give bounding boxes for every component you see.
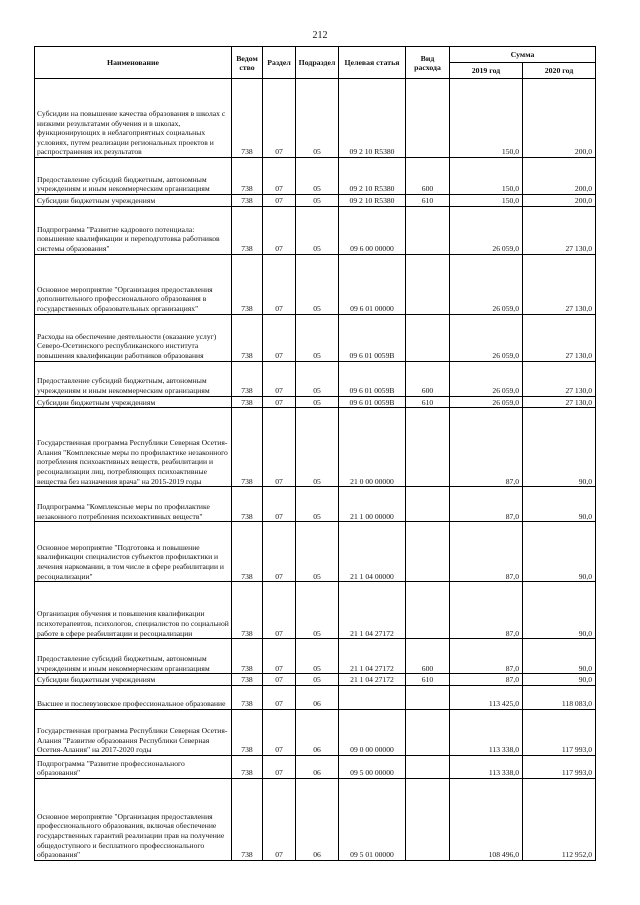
cell-expense: 600 xyxy=(406,639,450,674)
cell-2020: 117 993,0 xyxy=(523,755,596,778)
cell-target: 09 6 01 0059В xyxy=(339,314,406,361)
header-subsection: Подраздел xyxy=(296,47,339,79)
cell-ministry: 738 xyxy=(232,396,263,408)
cell-2019: 87,0 xyxy=(450,582,523,639)
cell-2020: 27 130,0 xyxy=(523,314,596,361)
cell-section: 07 xyxy=(263,396,296,408)
header-expense: Вид расхода xyxy=(406,47,450,79)
cell-expense: 610 xyxy=(406,195,450,207)
table-row xyxy=(35,195,596,207)
cell-ministry: 738 xyxy=(232,674,263,686)
cell-2019: 108 496,0 xyxy=(450,778,523,860)
cell-subsection: 05 xyxy=(296,206,339,254)
cell-subsection: 05 xyxy=(296,396,339,408)
cell-expense xyxy=(406,685,450,709)
cell-subsection: 05 xyxy=(296,487,339,522)
cell-name: Подпрограмма "Комплексные меры по профилактике незаконного потребления психоактивных веществ" xyxy=(35,487,232,522)
header-2019: 2019 год xyxy=(450,63,523,79)
cell-target: 09 6 01 0059В xyxy=(339,361,406,396)
table-row xyxy=(35,778,596,860)
cell-2019: 113 425,0 xyxy=(450,685,523,709)
cell-subsection: 06 xyxy=(296,778,339,860)
table-row xyxy=(35,582,596,639)
cell-2020: 27 130,0 xyxy=(523,206,596,254)
table-row xyxy=(35,408,596,487)
cell-name: Расходы на обеспечение деятельности (оказание услуг) Северо-Осетинского республиканского института повышения квалификации работников образования xyxy=(35,314,232,361)
cell-subsection: 05 xyxy=(296,582,339,639)
cell-2019: 87,0 xyxy=(450,674,523,686)
cell-section: 07 xyxy=(263,709,296,755)
cell-section: 07 xyxy=(263,408,296,487)
cell-subsection: 05 xyxy=(296,408,339,487)
cell-name: Субсидии бюджетным учреждениям xyxy=(35,674,232,686)
cell-subsection: 05 xyxy=(296,314,339,361)
cell-ministry: 738 xyxy=(232,158,263,195)
table-row xyxy=(35,158,596,195)
cell-ministry: 738 xyxy=(232,709,263,755)
budget-table xyxy=(34,46,596,861)
cell-subsection: 05 xyxy=(296,254,339,314)
cell-expense xyxy=(406,254,450,314)
cell-2019: 150,0 xyxy=(450,158,523,195)
cell-name: Субсидии на повышение качества образования в школах с низкими результатами обучения и в школах, функционирующих в неблагоприятных социальных условиях, путем реализации региональных проектов и распространения их результатов xyxy=(35,79,232,158)
cell-ministry: 738 xyxy=(232,778,263,860)
cell-2019: 87,0 xyxy=(450,522,523,582)
cell-section: 07 xyxy=(263,582,296,639)
cell-2019: 26 059,0 xyxy=(450,254,523,314)
cell-target: 09 2 10 R5380 xyxy=(339,79,406,158)
table-header xyxy=(35,47,596,79)
cell-name: Предоставление субсидий бюджетным, автономным учреждениям и иным некоммерческим организациям xyxy=(35,158,232,195)
cell-2020: 90,0 xyxy=(523,487,596,522)
cell-2020: 90,0 xyxy=(523,408,596,487)
cell-2020: 27 130,0 xyxy=(523,396,596,408)
cell-expense: 600 xyxy=(406,361,450,396)
cell-target: 21 0 00 00000 xyxy=(339,408,406,487)
cell-2020: 200,0 xyxy=(523,79,596,158)
table-row xyxy=(35,396,596,408)
cell-ministry: 738 xyxy=(232,79,263,158)
cell-section: 07 xyxy=(263,79,296,158)
cell-2019: 87,0 xyxy=(450,408,523,487)
cell-name: Субсидии бюджетным учреждениям xyxy=(35,396,232,408)
header-section: Раздел xyxy=(263,47,296,79)
cell-ministry: 738 xyxy=(232,639,263,674)
cell-target: 09 6 01 00000 xyxy=(339,254,406,314)
cell-2020: 118 083,0 xyxy=(523,685,596,709)
cell-2020: 27 130,0 xyxy=(523,254,596,314)
cell-name: Основное мероприятие "Организация предоставления дополнительного профессионального образования в государственных образовательных организациях" xyxy=(35,254,232,314)
cell-2020: 90,0 xyxy=(523,639,596,674)
cell-name: Предоставление субсидий бюджетным, автономным учреждениям и иным некоммерческим организациям xyxy=(35,361,232,396)
cell-expense xyxy=(406,522,450,582)
cell-name: Предоставление субсидий бюджетным, автономным учреждениям и иным некоммерческим организациям xyxy=(35,639,232,674)
cell-ministry: 738 xyxy=(232,314,263,361)
cell-2020: 200,0 xyxy=(523,158,596,195)
cell-ministry: 738 xyxy=(232,254,263,314)
cell-name: Государственная программа Республики Северная Осетия-Алания "Комплексные меры по профилактике незаконного потребления психоактивных веществ, реабилитации и ресоциализации лиц, потребляющих психоактивные вещества без назначения врача" на 2015-2019 годы xyxy=(35,408,232,487)
table-row xyxy=(35,639,596,674)
cell-section: 07 xyxy=(263,361,296,396)
cell-ministry: 738 xyxy=(232,522,263,582)
cell-section: 07 xyxy=(263,778,296,860)
cell-2019: 26 059,0 xyxy=(450,361,523,396)
table-row xyxy=(35,755,596,778)
cell-ministry: 738 xyxy=(232,487,263,522)
table-row xyxy=(35,206,596,254)
cell-target: 09 5 01 00000 xyxy=(339,778,406,860)
cell-section: 07 xyxy=(263,755,296,778)
cell-ministry: 738 xyxy=(232,582,263,639)
cell-target: 21 1 04 27172 xyxy=(339,582,406,639)
cell-2019: 150,0 xyxy=(450,195,523,207)
table-row xyxy=(35,361,596,396)
cell-expense xyxy=(406,755,450,778)
table-row xyxy=(35,254,596,314)
cell-expense xyxy=(406,206,450,254)
cell-expense xyxy=(406,778,450,860)
cell-section: 07 xyxy=(263,195,296,207)
table-row xyxy=(35,79,596,158)
cell-target: 09 0 00 00000 xyxy=(339,709,406,755)
cell-name: Основное мероприятие "Организация предоставления профессионального образования, включая обеспечение государственных гарантий реализации прав на получение общедоступного и бесплатного профессионального образования" xyxy=(35,778,232,860)
cell-2019: 113 338,0 xyxy=(450,755,523,778)
header-target: Целевая статья xyxy=(339,47,406,79)
table-row xyxy=(35,487,596,522)
cell-2019: 113 338,0 xyxy=(450,709,523,755)
cell-target: 21 1 00 00000 xyxy=(339,487,406,522)
cell-subsection: 05 xyxy=(296,195,339,207)
cell-target xyxy=(339,685,406,709)
cell-name: Основное мероприятие "Подготовка и повышение квалификации специалистов субъектов профилактики и лечения наркомании, в том числе в сфере реабилитации и ресоциализации" xyxy=(35,522,232,582)
cell-2020: 90,0 xyxy=(523,674,596,686)
cell-subsection: 06 xyxy=(296,709,339,755)
table-row xyxy=(35,685,596,709)
header-2020: 2020 год xyxy=(523,63,596,79)
cell-2019: 150,0 xyxy=(450,79,523,158)
cell-section: 07 xyxy=(263,674,296,686)
cell-subsection: 05 xyxy=(296,158,339,195)
cell-subsection: 05 xyxy=(296,639,339,674)
table-row xyxy=(35,522,596,582)
cell-expense xyxy=(406,79,450,158)
cell-2019: 26 059,0 xyxy=(450,206,523,254)
cell-ministry: 738 xyxy=(232,206,263,254)
cell-section: 07 xyxy=(263,522,296,582)
cell-expense: 600 xyxy=(406,158,450,195)
cell-section: 07 xyxy=(263,639,296,674)
cell-ministry: 738 xyxy=(232,408,263,487)
cell-2020: 90,0 xyxy=(523,582,596,639)
cell-ministry: 738 xyxy=(232,755,263,778)
cell-target: 21 1 04 00000 xyxy=(339,522,406,582)
cell-2019: 87,0 xyxy=(450,487,523,522)
cell-expense xyxy=(406,314,450,361)
cell-name: Подпрограмма "Развитие профессионального образования" xyxy=(35,755,232,778)
cell-name: Субсидии бюджетным учреждениям xyxy=(35,195,232,207)
header-sum: Сумма xyxy=(450,47,596,63)
header-name: Наименование xyxy=(35,47,232,79)
cell-subsection: 06 xyxy=(296,755,339,778)
cell-target: 09 6 01 0059В xyxy=(339,396,406,408)
table-row xyxy=(35,674,596,686)
cell-2020: 112 952,0 xyxy=(523,778,596,860)
cell-section: 07 xyxy=(263,487,296,522)
cell-expense xyxy=(406,709,450,755)
cell-section: 07 xyxy=(263,158,296,195)
table-row xyxy=(35,314,596,361)
cell-section: 07 xyxy=(263,685,296,709)
cell-subsection: 05 xyxy=(296,674,339,686)
cell-section: 07 xyxy=(263,314,296,361)
cell-2020: 27 130,0 xyxy=(523,361,596,396)
cell-target: 09 6 00 00000 xyxy=(339,206,406,254)
cell-2020: 117 993,0 xyxy=(523,709,596,755)
cell-2019: 26 059,0 xyxy=(450,314,523,361)
cell-expense: 610 xyxy=(406,396,450,408)
cell-2019: 26 059,0 xyxy=(450,396,523,408)
cell-expense xyxy=(406,582,450,639)
header-ministry: Ведом ство xyxy=(232,47,263,79)
cell-2019: 87,0 xyxy=(450,639,523,674)
cell-subsection: 05 xyxy=(296,361,339,396)
cell-name: Организация обучения и повышения квалификации психотерапевтов, психологов, специалистов по социальной работе в сфере реабилитации и ресоциализации xyxy=(35,582,232,639)
cell-name: Высшее и послевузовское профессиональное образование xyxy=(35,685,232,709)
cell-ministry: 738 xyxy=(232,195,263,207)
cell-expense: 610 xyxy=(406,674,450,686)
cell-section: 07 xyxy=(263,254,296,314)
cell-ministry: 738 xyxy=(232,361,263,396)
cell-target: 09 2 10 R5380 xyxy=(339,158,406,195)
cell-expense xyxy=(406,408,450,487)
page-number: 212 xyxy=(312,30,328,41)
cell-target: 21 1 04 27172 xyxy=(339,639,406,674)
cell-name: Государственная программа Республики Северная Осетия-Алания "Развитие образования Республики Северная Осетия-Алания" на 2017-2020 годы xyxy=(35,709,232,755)
table-body xyxy=(35,79,596,861)
cell-section: 07 xyxy=(263,206,296,254)
cell-subsection: 06 xyxy=(296,685,339,709)
cell-ministry: 738 xyxy=(232,685,263,709)
cell-subsection: 05 xyxy=(296,522,339,582)
table-row xyxy=(35,709,596,755)
cell-2020: 90,0 xyxy=(523,522,596,582)
cell-target: 09 2 10 R5380 xyxy=(339,195,406,207)
cell-target: 21 1 04 27172 xyxy=(339,674,406,686)
cell-expense xyxy=(406,487,450,522)
cell-subsection: 05 xyxy=(296,79,339,158)
cell-target: 09 5 00 00000 xyxy=(339,755,406,778)
cell-name: Подпрограмма "Развитие кадрового потенциала: повышение квалификации и переподготовка работников системы образования" xyxy=(35,206,232,254)
cell-2020: 200,0 xyxy=(523,195,596,207)
